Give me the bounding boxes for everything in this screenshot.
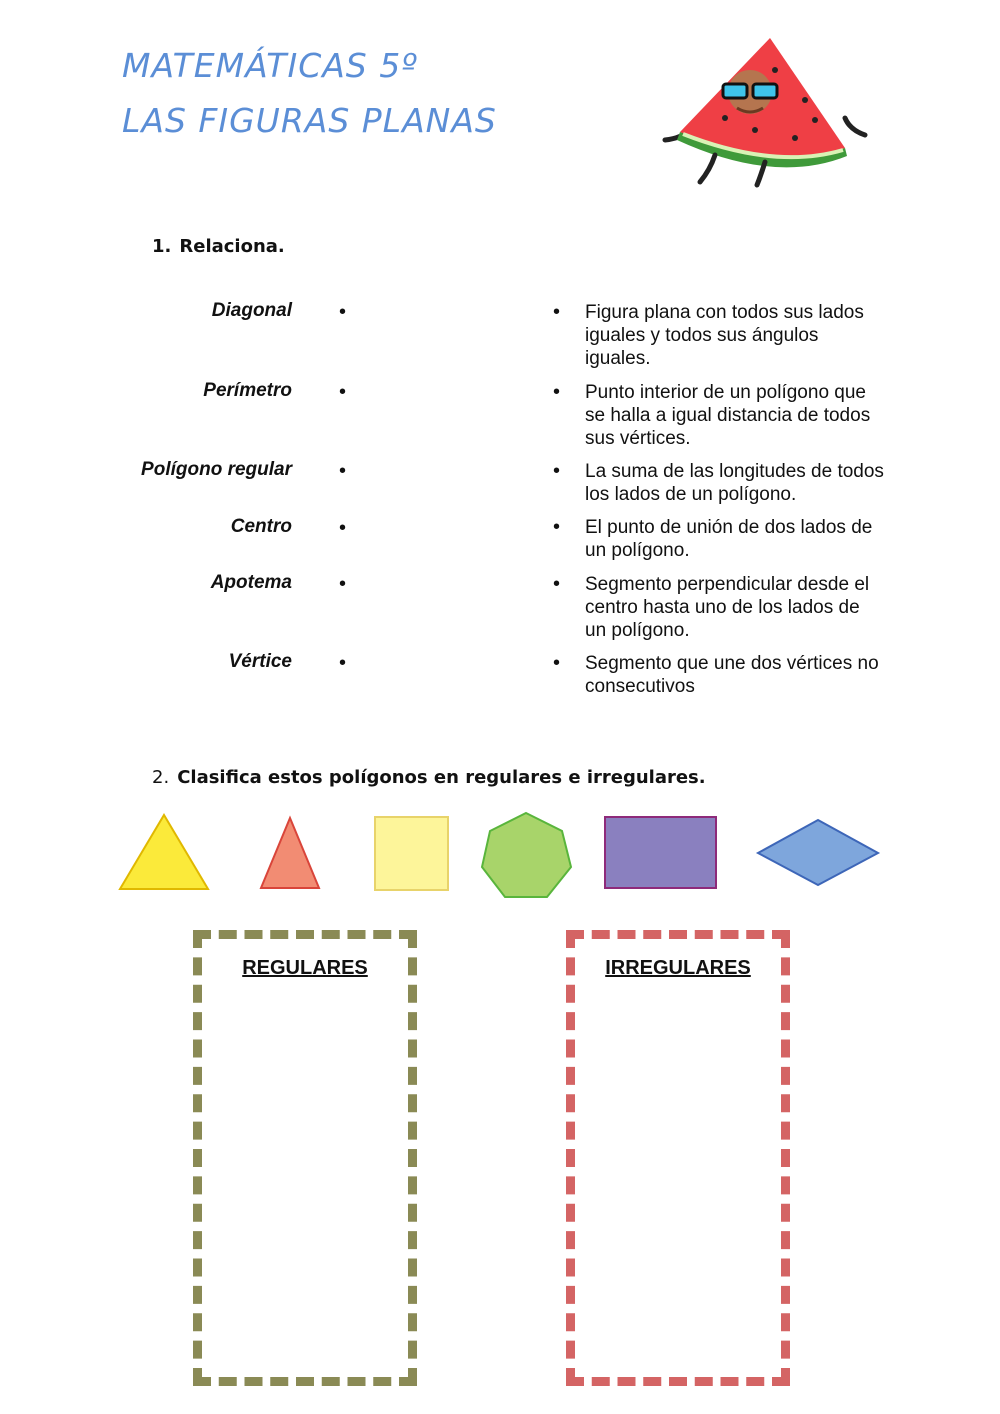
definition-text: Punto interior de un polígono que se halla a igual distancia de todos sus vértices. — [585, 382, 871, 449]
rectangle-shape[interactable] — [605, 817, 716, 888]
exercise2-heading — [152, 767, 706, 788]
equilateral-triangle-shape[interactable] — [120, 815, 208, 889]
definition-text: Segmento perpendicular desde el centro hasta uno de los lados de un polígono. — [585, 574, 870, 641]
page-title-line2: LAS FIGURAS PLANAS — [122, 101, 497, 140]
definition-dot[interactable]: • — [553, 573, 561, 595]
exercise1-instruction: Relaciona. — [179, 236, 285, 257]
term-centro: Centro — [230, 516, 292, 537]
page-title-line1: MATEMÁTICAS 5º — [122, 46, 418, 85]
exercise1-number: 1. — [152, 236, 172, 257]
definition-dot[interactable]: • — [553, 460, 561, 482]
definition-text: Segmento que une dos vértices no consecutivos — [585, 653, 879, 697]
irregulares-label: IRREGULARES — [605, 957, 751, 979]
term-dot[interactable]: • — [339, 301, 347, 323]
definition-text: Figura plana con todos sus lados iguales y todos sus ángulos iguales. — [585, 302, 864, 369]
term-dot[interactable]: • — [339, 652, 347, 674]
term-poligono-regular: Polígono regular — [141, 459, 292, 480]
regulares-dropzone[interactable] — [193, 930, 417, 1386]
exercise1-heading — [152, 236, 285, 257]
definition-text: El punto de unión de dos lados de un polígono. — [585, 517, 873, 561]
regulares-label: REGULARES — [242, 957, 368, 979]
definition-dot[interactable]: • — [553, 381, 561, 403]
term-diagonal: Diagonal — [211, 300, 292, 321]
term-dot[interactable]: • — [339, 381, 347, 403]
definition-dot[interactable]: • — [553, 652, 561, 674]
watermelon-mascot-icon — [655, 30, 870, 190]
term-dot[interactable]: • — [339, 460, 347, 482]
term-dot[interactable]: • — [339, 517, 347, 539]
term-perimetro: Perímetro — [203, 380, 292, 401]
term-apotema: Apotema — [210, 572, 292, 593]
irregulares-dropzone[interactable] — [566, 930, 790, 1386]
rhombus-shape[interactable] — [758, 820, 878, 885]
isosceles-triangle-shape[interactable] — [261, 818, 319, 888]
term-dot[interactable]: • — [339, 573, 347, 595]
square-shape[interactable] — [375, 817, 448, 890]
exercise2-instruction: Clasifica estos polígonos en regulares e irregulares. — [177, 767, 706, 788]
definition-dot[interactable]: • — [553, 516, 561, 538]
term-vertice: Vértice — [228, 651, 292, 672]
heptagon-shape[interactable] — [482, 813, 571, 897]
definition-dot[interactable]: • — [553, 301, 561, 323]
exercise2-number: 2. — [152, 767, 170, 788]
definition-text: La suma de las longitudes de todos los lados de un polígono. — [585, 461, 884, 505]
polygon-set — [0, 800, 1000, 910]
